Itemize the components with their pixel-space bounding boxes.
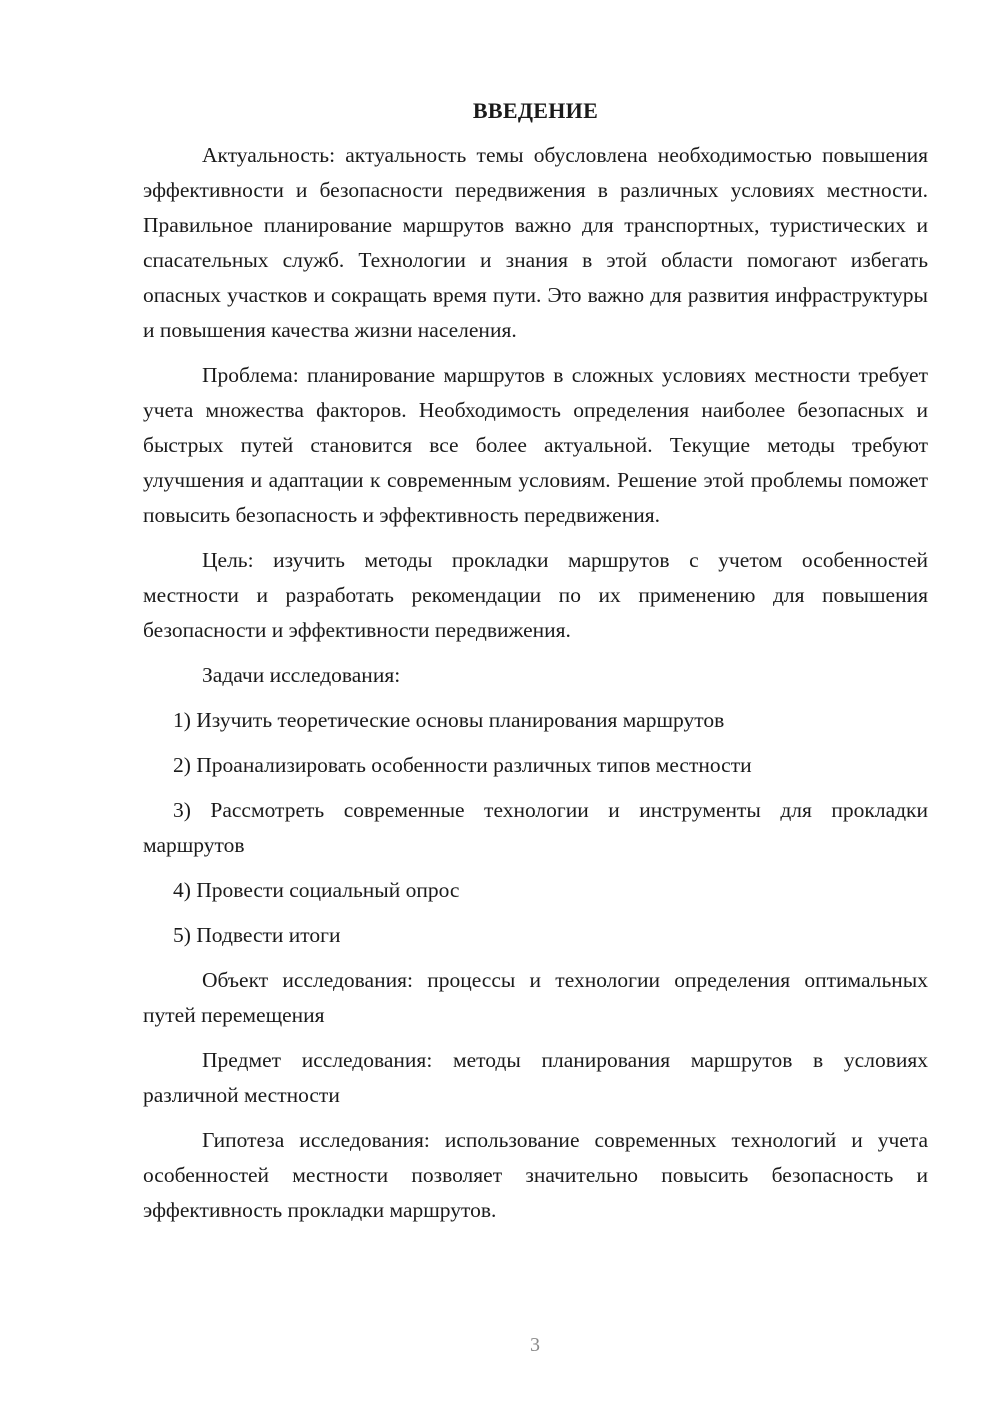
paragraph-goal: Цель: изучить методы прокладки маршрутов с учетом особенностей местности и разработать рекомендации по их применению для повышения безопасности и эффективности передвижения. — [143, 548, 928, 642]
paragraph-hypothesis: Гипотеза исследования: использование современных технологий и учета особенностей местности позволяет значительно повысить безопасность и эффективность прокладки маршрутов. — [143, 1128, 928, 1222]
paragraph-subject: Предмет исследования: методы планирования маршрутов в условиях различной местности — [143, 1048, 928, 1107]
task-item-2: 2) Проанализировать особенности различных типов местности — [173, 753, 752, 777]
task-item-5: 5) Подвести итоги — [173, 923, 341, 947]
paragraph-relevance: Актуальность: актуальность темы обусловлена необходимостью повышения эффективности и безопасности передвижения в различных условиях местности. Правильное планирование маршрутов важно для транспортных, туристических и спасательных служб. Технологии и знания в этой области помогают избегать опасных участков и сокращать время пути. Это важно для развития инфраструктуры и повышения качества жизни населения. — [143, 143, 928, 342]
page-number: 3 — [530, 1334, 540, 1356]
section-title: ВВЕДЕНИЕ — [472, 98, 599, 123]
document-page — [143, 94, 928, 1238]
task-item-1: 1) Изучить теоретические основы планирования маршрутов — [173, 708, 725, 732]
tasks-heading: Задачи исследования: — [202, 663, 401, 687]
task-item-4: 4) Провести социальный опрос — [173, 878, 460, 902]
task-item-3: 3) Рассмотреть современные технологии и инструменты для прокладки маршрутов — [143, 798, 928, 857]
paragraph-object: Объект исследования: процессы и технологии определения оптимальных путей перемещения — [143, 968, 928, 1027]
paragraph-problem: Проблема: планирование маршрутов в сложных условиях местности требует учета множества факторов. Необходимость определения наиболее безопасных и быстрых путей становится все более актуальной. Текущие методы требуют улучшения и адаптации к современным условиям. Решение этой проблемы поможет повысить безопасность и эффективность передвижения. — [143, 363, 928, 527]
